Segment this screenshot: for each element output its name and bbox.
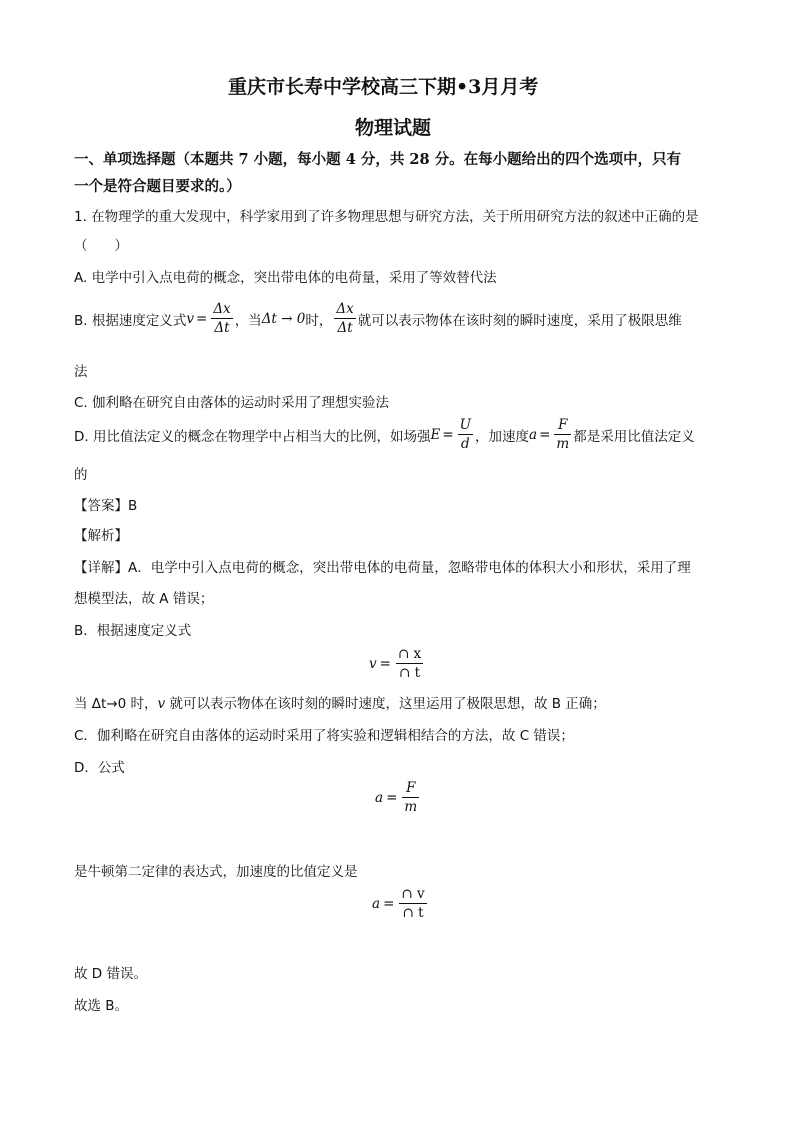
option-d — [74, 417, 695, 452]
detail-line8: 故 D 错误。 — [74, 966, 147, 982]
fraction-dx-dt — [211, 301, 232, 336]
fraction-denominator: d — [461, 436, 470, 452]
fraction-F-m — [402, 780, 419, 815]
fraction-numerator: ∩ x — [397, 646, 422, 662]
math-equals: = — [539, 426, 551, 443]
math-v: v — [157, 696, 166, 712]
math-v: v — [369, 655, 377, 672]
fraction-numerator: U — [459, 417, 472, 433]
detail-line3: B．根据速度定义式 — [74, 623, 192, 639]
option-a: A. 电学中引入点电荷的概念，突出带电体的电荷量，采用了等效替代法 — [74, 270, 497, 286]
formula-v-def — [369, 646, 425, 681]
option-b — [74, 301, 682, 336]
fraction-denominator: Δt — [214, 320, 230, 336]
fraction-F-m — [554, 417, 571, 452]
section-heading-line1: 一、单项选择题（本题共 7 小题，每小题 4 分，共 28 分。在每小题给出的四个选项中，只有 — [74, 151, 682, 168]
detail-line4 — [74, 692, 606, 712]
option-d-suffix: 都是采用比值法定义 — [573, 428, 695, 445]
detail-line1: 【详解】A．电学中引入点电荷的概念，突出带电体的电荷量，忽略带电体的体积大小和形状，采用了理 — [74, 560, 691, 576]
math-a: a — [372, 895, 381, 912]
section-heading-line2: 一个是符合题目要求的。） — [74, 178, 241, 195]
math-E: E — [430, 426, 441, 443]
option-c: C. 伽利略在研究自由落体的运动时采用了理想实验法 — [74, 395, 390, 411]
fraction-numerator: ∩ v — [401, 886, 425, 902]
detail-line7: 是牛顿第二定律的表达式，加速度的比值定义是 — [74, 864, 358, 880]
math-limit: Δt → 0 — [261, 310, 306, 327]
page-subtitle: 物理试题 — [355, 117, 432, 139]
math-a: a — [375, 789, 384, 806]
detail-line4-suffix: 就可以表示物体在该时刻的瞬时速度，这里运用了极限思想，故 B 正确； — [165, 696, 606, 712]
math-equals: = — [386, 789, 398, 806]
answer-label: 【答案】B — [74, 498, 138, 514]
fraction-numerator: F — [554, 417, 571, 435]
fraction-nv-nt — [399, 886, 426, 921]
detail-line5: C．伽利略在研究自由落体的运动时采用了将实验和逻辑相结合的方法，故 C 错误； — [74, 728, 574, 744]
option-d-prefix: D. 用比值法定义的概念在物理学中占相当大的比例，如场强 — [74, 428, 431, 445]
fraction-denominator: Δt — [337, 320, 353, 336]
fraction-dx-dt-2 — [334, 301, 355, 336]
fraction-numerator: Δx — [213, 301, 231, 317]
question-stem-line1: 1. 在物理学的重大发现中，科学家用到了许多物理思想与研究方法，关于所用研究方法的叙述中正确的是 — [74, 209, 699, 225]
option-b-mid2: 时， — [305, 312, 333, 329]
option-b-prefix: B. 根据速度定义式 — [74, 312, 187, 329]
option-b-suffix: 就可以表示物体在该时刻的瞬时速度，采用了极限思维 — [357, 312, 682, 329]
detail-line4-prefix: 当 Δt→0 时， — [74, 696, 158, 712]
formula-a-def — [372, 886, 429, 921]
fraction-numerator: F — [402, 780, 419, 798]
option-b-continuation: 法 — [74, 364, 88, 380]
math-a: a — [529, 426, 538, 443]
page-title: 重庆市长寿中学校高三下期•3月月考 — [228, 76, 539, 98]
detail-line6: D．公式 — [74, 760, 125, 776]
detail-line2: 想模型法，故 A 错误； — [74, 591, 214, 607]
analysis-label: 【解析】 — [74, 528, 128, 544]
fraction-denominator: m — [556, 436, 570, 452]
option-d-continuation: 的 — [74, 467, 88, 483]
fraction-denominator: m — [404, 799, 418, 815]
math-equals: = — [442, 426, 454, 443]
fraction-numerator: Δx — [336, 301, 354, 317]
math-equals: = — [196, 310, 208, 327]
fraction-nx-nt — [396, 646, 423, 681]
math-equals: = — [383, 895, 395, 912]
math-v: v — [186, 310, 194, 327]
fraction-U-d — [458, 417, 473, 452]
formula-newton — [375, 780, 421, 815]
math-equals: = — [379, 655, 391, 672]
option-b-mid: ，当 — [234, 312, 262, 329]
fraction-denominator: ∩ t — [402, 905, 424, 921]
option-d-mid: ，加速度 — [475, 428, 530, 445]
fraction-denominator: ∩ t — [399, 665, 421, 681]
detail-line9: 故选 B。 — [74, 998, 129, 1014]
question-stem-line2: （ ） — [74, 238, 128, 254]
